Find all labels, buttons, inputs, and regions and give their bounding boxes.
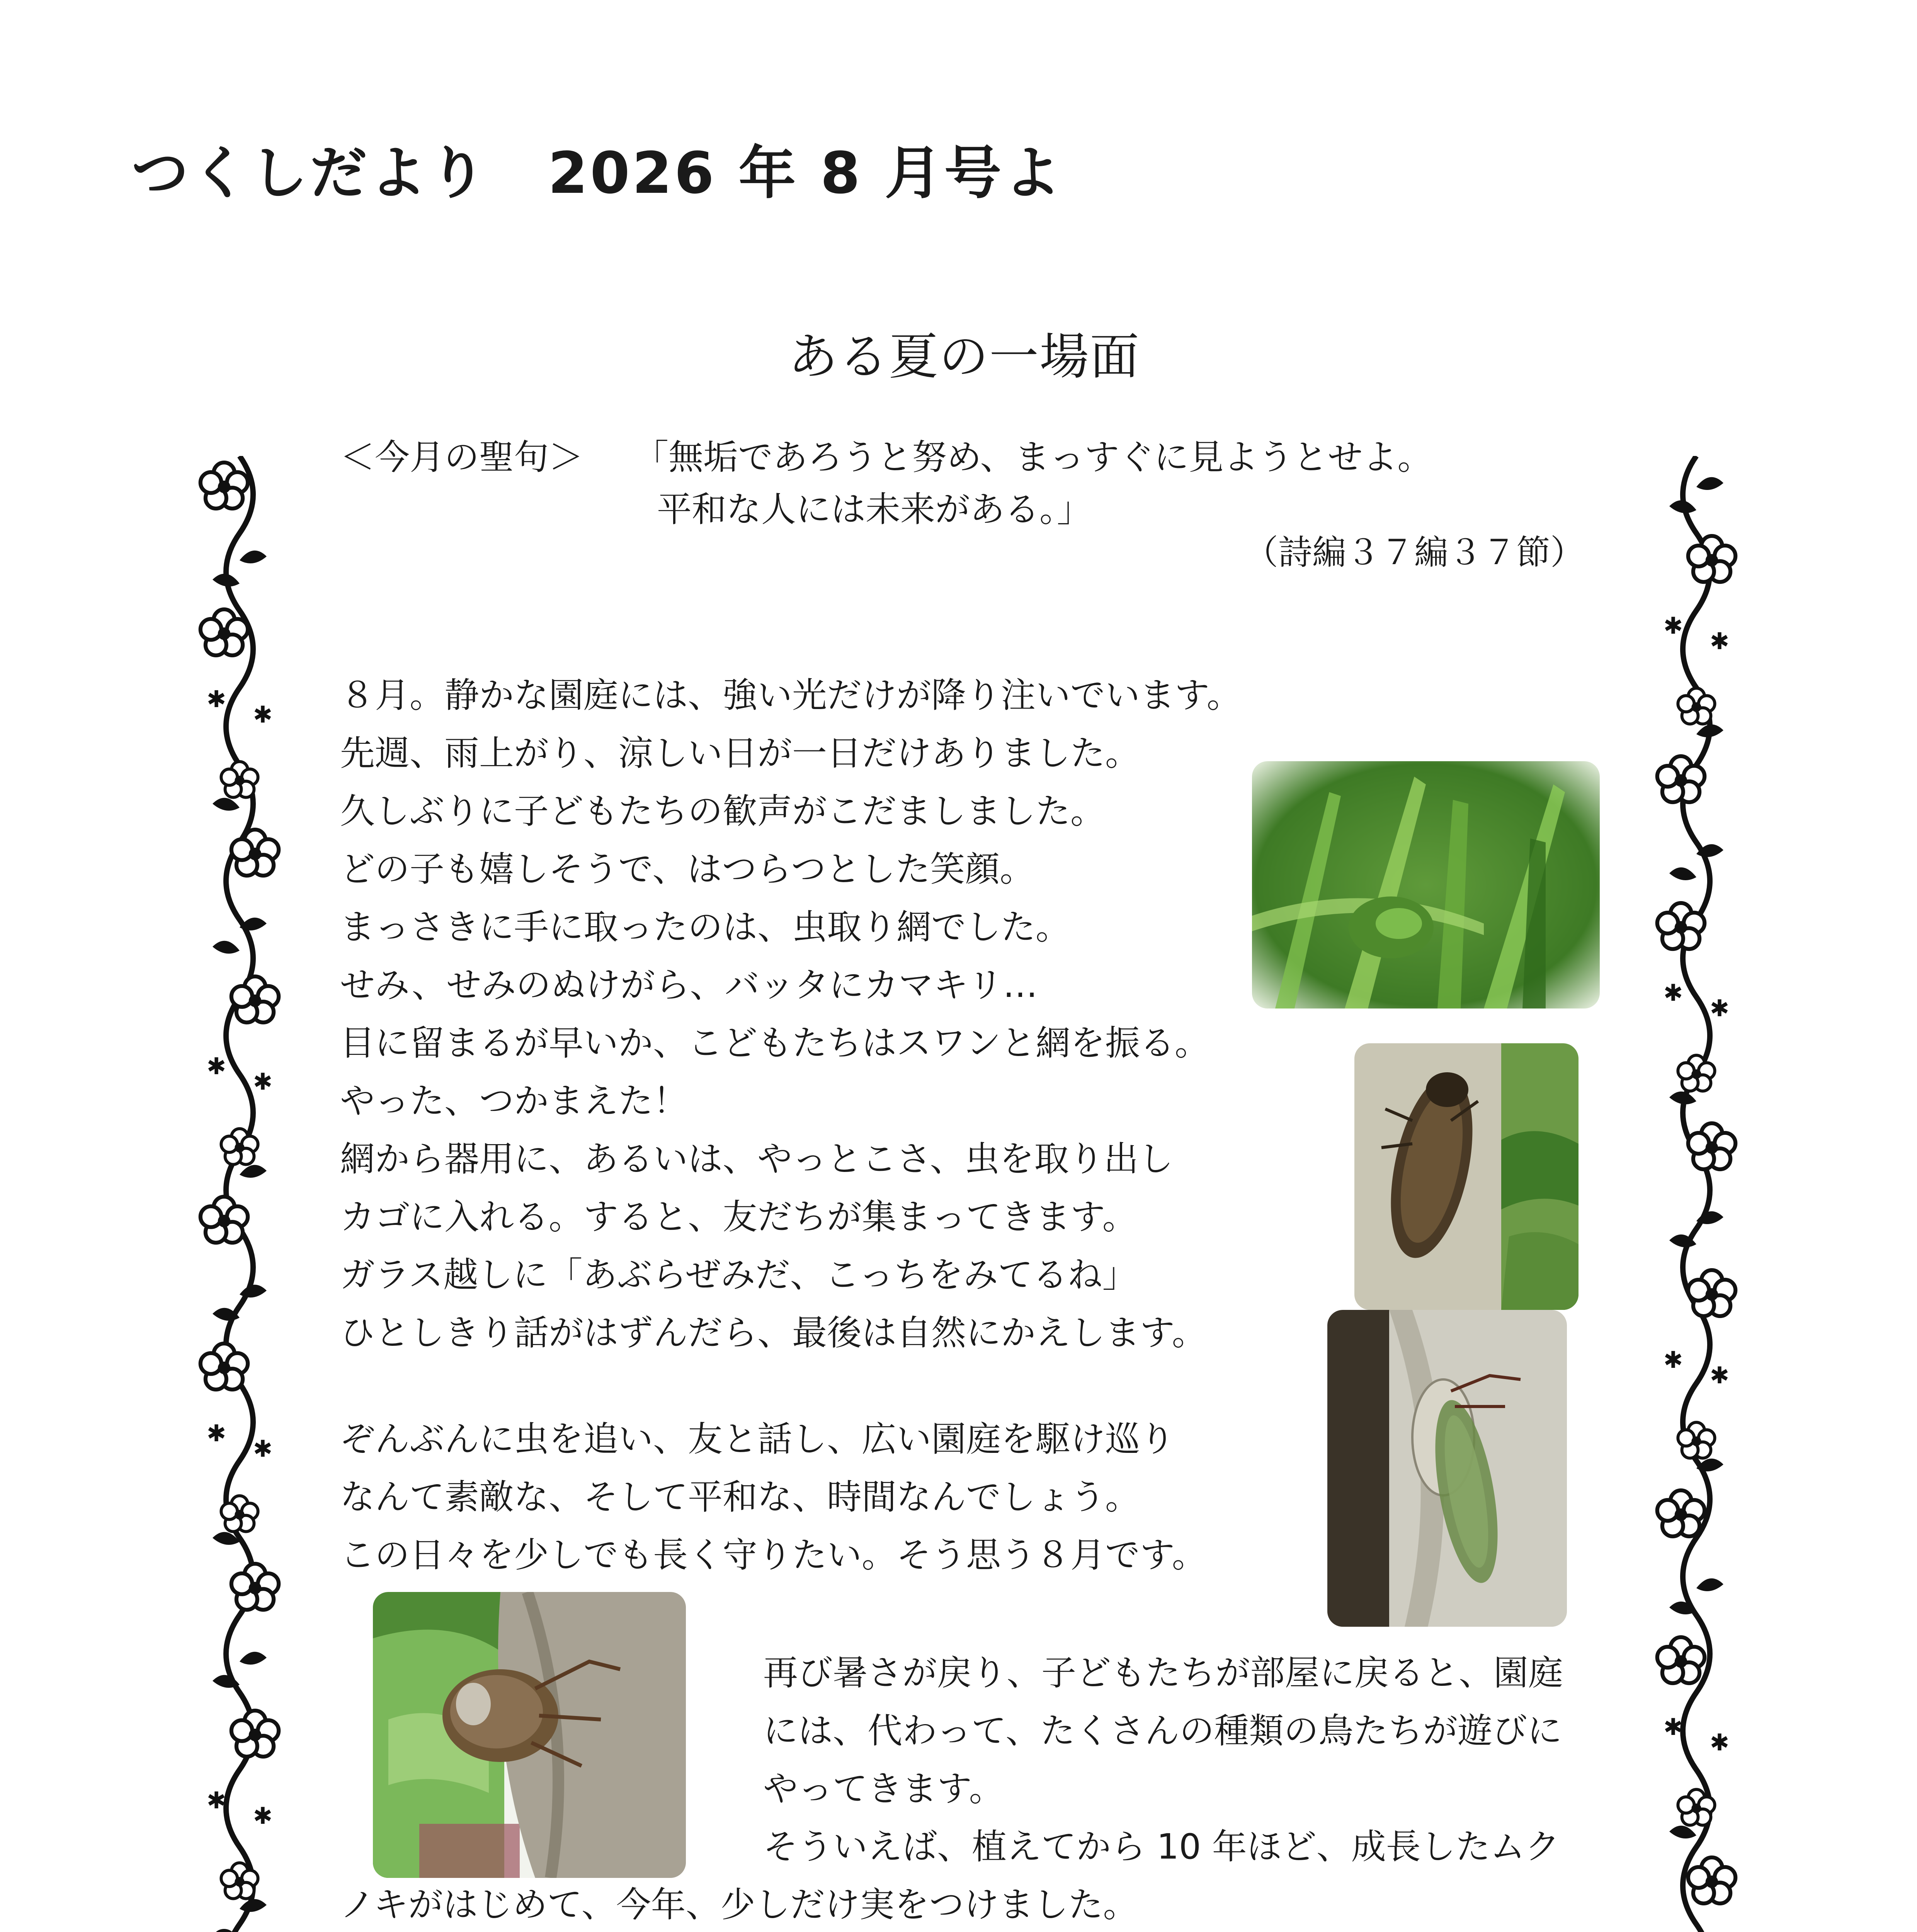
floral-vine-icon <box>170 456 309 1932</box>
right-floral-border <box>1627 456 1766 1932</box>
paragraph-2 <box>340 1410 1207 1584</box>
svg-text:✱: ✱ <box>206 1053 226 1080</box>
svg-text:✱: ✱ <box>253 701 273 728</box>
verse-label: ＜今月の聖句＞ <box>340 437 583 478</box>
svg-text:✱: ✱ <box>1663 1714 1683 1741</box>
text-line: ノキがはじめて、今年、少しだけ実をつけました。 <box>340 1884 1138 1925</box>
cicada-photo-2 <box>1327 1310 1567 1627</box>
text-line: やってきます。 <box>763 1769 1004 1809</box>
svg-text:✱: ✱ <box>1709 628 1730 655</box>
text-line: 再び暑さが戻り、子どもたちが部屋に戻ると、園庭 <box>763 1653 1563 1693</box>
svg-text:✱: ✱ <box>1709 1362 1730 1389</box>
cicada-shell-photo <box>373 1592 686 1878</box>
text-line: せみ、せみのぬけがら、バッタにカマキリ… <box>340 965 1038 1005</box>
text-line: 先週、雨上がり、涼しい日が一日だけありました。 <box>340 733 1140 774</box>
svg-text:✱: ✱ <box>206 1420 226 1447</box>
article-title: ある夏の一場面 <box>788 328 1140 386</box>
text-line: どの子も嬉しそうで、はつらつとした笑顔。 <box>340 849 1035 889</box>
verse-reference: （詩編３７編３７節） <box>1244 532 1585 572</box>
text-line: 久しぶりに子どもたちの歓声がこだましました。 <box>340 791 1105 832</box>
svg-text:✱: ✱ <box>1663 612 1683 639</box>
text-line: 目に留まるが早いか、こどもたちはスワンと網を振る。 <box>340 1023 1209 1063</box>
newsletter-header: つくしだより 2026 年 8 月号よ <box>131 140 1063 206</box>
text-line: ぞんぶんに虫を追い、友と話し、広い園庭を駆け巡り <box>340 1419 1175 1459</box>
svg-text:✱: ✱ <box>1709 1729 1730 1756</box>
svg-text:✱: ✱ <box>206 1787 226 1814</box>
left-floral-border <box>170 456 309 1932</box>
text-line: まっさきに手に取ったのは、虫取り網でした。 <box>340 907 1070 947</box>
paragraph-3-indented <box>763 1644 1563 1876</box>
svg-text:✱: ✱ <box>1663 1347 1683 1374</box>
svg-text:✱: ✱ <box>206 686 226 713</box>
svg-text:✱: ✱ <box>1709 995 1730 1022</box>
text-line: そういえば、植えてから 10 年ほど、成長したムク <box>763 1827 1560 1867</box>
text-line: ひとしきり話がはずんだら、最後は自然にかえします。 <box>340 1313 1207 1353</box>
cicada-photo-1 <box>1354 1043 1579 1310</box>
text-line: カゴに入れる。すると、友だちが集まってきます。 <box>340 1197 1137 1237</box>
svg-text:✱: ✱ <box>253 1068 273 1095</box>
paragraph-3 <box>340 1876 1311 1932</box>
cicada-shell-image-icon <box>373 1592 686 1878</box>
text-line: ガラス越しに「あぶらぜみだ、こっちをみてるね」 <box>340 1255 1137 1295</box>
text-line: この日々を少しでも長く守りたい。そう思う８月です。 <box>340 1535 1207 1575</box>
cicada-green-wings-image-icon <box>1327 1310 1567 1627</box>
text-line: やった、つかまえた！ <box>340 1081 688 1121</box>
floral-vine-icon <box>1627 456 1766 1932</box>
text-line: ８月。静かな園庭には、強い光だけが降り注いでいます。 <box>340 675 1242 716</box>
paragraph-1 <box>340 667 1242 1362</box>
grass-image-icon <box>1252 761 1600 1009</box>
verse-line-2: 平和な人には未来がある。」 <box>657 489 1092 530</box>
grass-photo <box>1252 761 1600 1009</box>
svg-text:✱: ✱ <box>1663 980 1683 1007</box>
svg-text:✱: ✱ <box>253 1435 273 1463</box>
cicada-on-trunk-image-icon <box>1354 1043 1579 1310</box>
verse-line-1: 「無垢であろうと努め、まっすぐに見ようとせよ。 <box>634 437 1432 478</box>
text-line: なんて素敵な、そして平和な、時間なんでしょう。 <box>340 1477 1140 1517</box>
text-line: 網から器用に、あるいは、やっとこさ、虫を取り出し <box>340 1139 1174 1179</box>
svg-text:✱: ✱ <box>253 1803 273 1830</box>
text-line: には、代わって、たくさんの種類の鳥たちが遊びに <box>763 1711 1562 1751</box>
